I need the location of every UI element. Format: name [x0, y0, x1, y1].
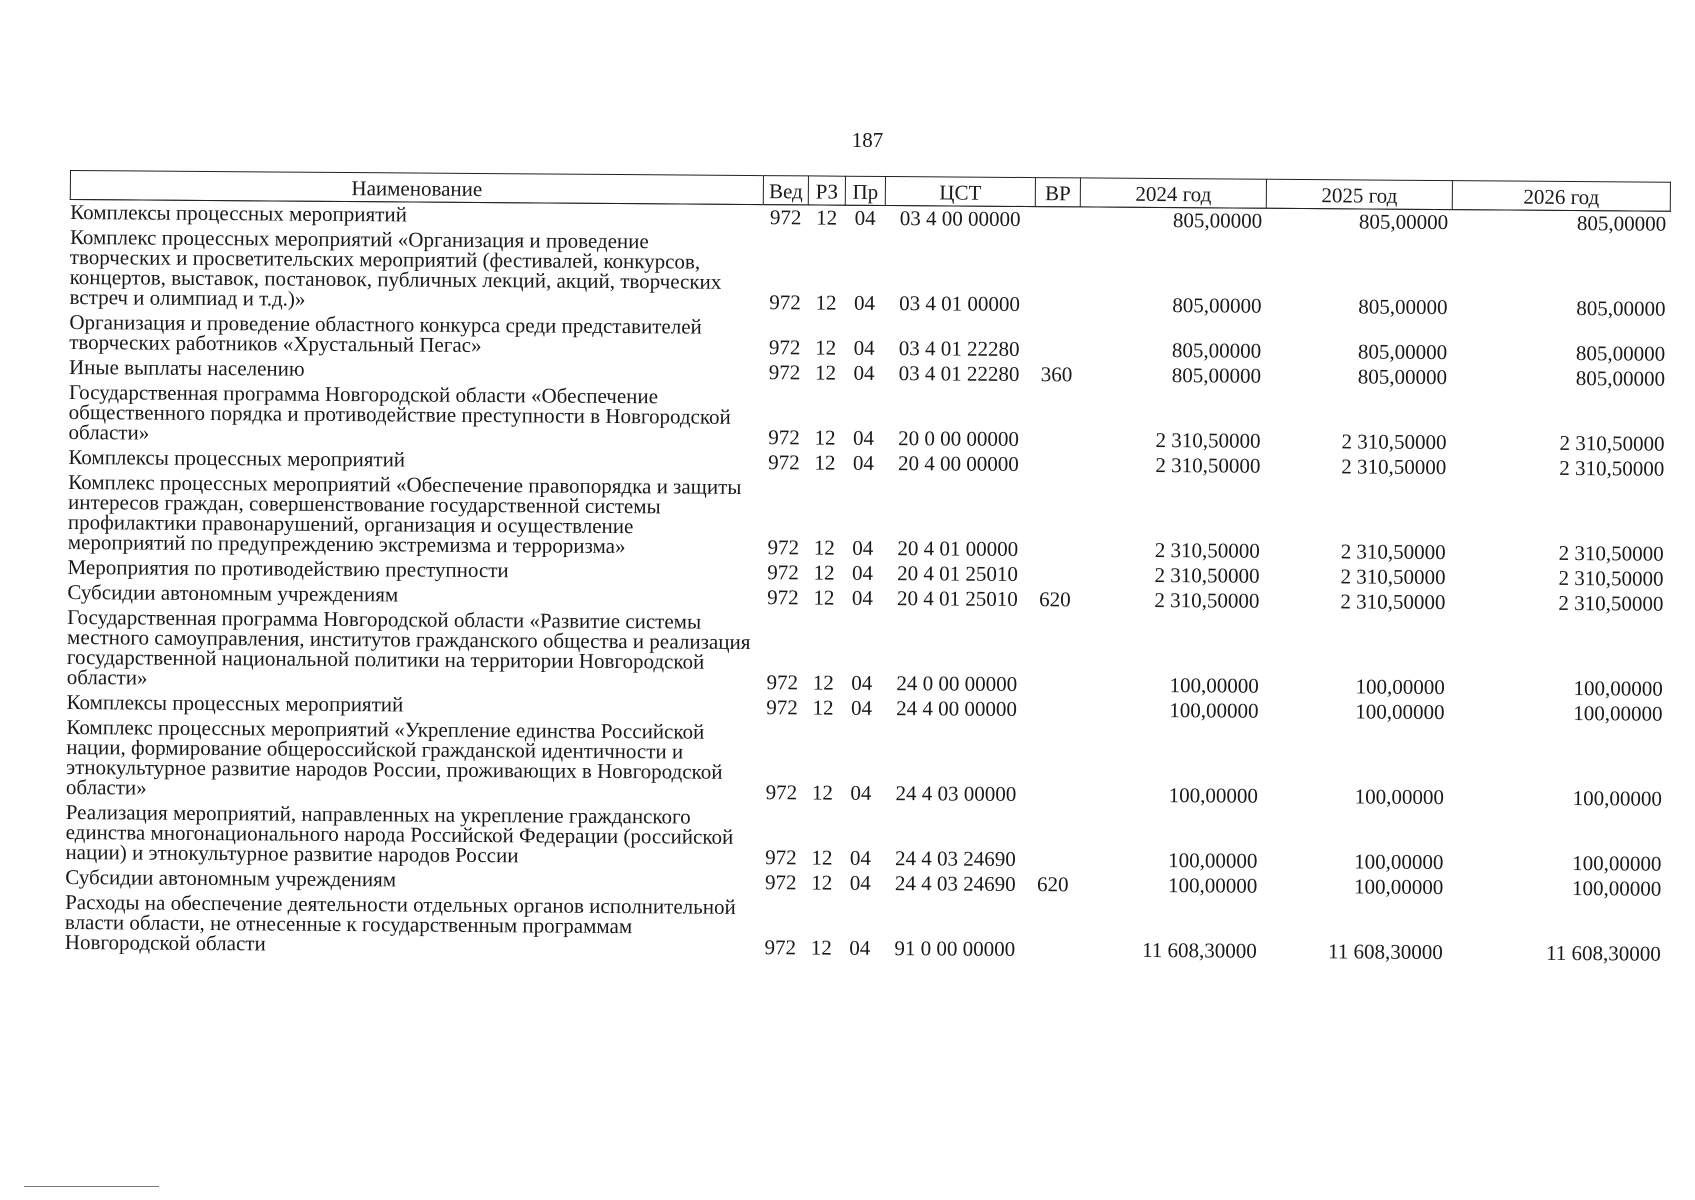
header-name: Наименование: [70, 171, 763, 205]
header-2025: 2025 год: [1266, 179, 1452, 209]
budget-sheet: [64, 170, 1670, 967]
table-row: [67, 605, 1668, 702]
row-pr: 04: [853, 335, 875, 360]
row-vr: [1033, 387, 1078, 452]
row-cst: 03 4 00 00000: [899, 206, 1021, 231]
row-2026: 2 310,50000: [1558, 565, 1664, 591]
row-name: Комплекс процессных мероприятий «Организация и проведение творческих и просветительских мероприятий (фестивалей, конкурсов, концертов, выставок, постановок, публичных лекций, акций, творческих встреч и олимпиад и т.д.)»: [69, 225, 722, 311]
row-pr: 04: [853, 360, 875, 385]
row-2026: 2 310,50000: [1559, 455, 1665, 481]
row-2025: 100,00000: [1355, 674, 1445, 700]
row-vr: [1033, 477, 1079, 562]
row-2026: 805,00000: [1575, 366, 1666, 391]
row-2025: 11 608,30000: [1327, 939, 1443, 965]
row-name: Реализация мероприятий, направленных на укрепление гражданского единства многонационального народа Российской Федерации (российской нации) и этнокультурное развитие народов России: [65, 799, 734, 868]
row-name: Мероприятия по противодействию преступности: [67, 554, 509, 583]
row-rz: 12: [812, 670, 834, 695]
row-pr: 04: [849, 935, 871, 960]
table-row: [66, 715, 1667, 812]
row-rz: 12: [815, 335, 837, 360]
row-ved: 972: [768, 335, 801, 360]
table-body: [65, 200, 1670, 967]
row-name: Комплекс процессных мероприятий «Обеспечение правопорядка и защиты интересов граждан, совершенствование государственной системы профилактики правонарушений, организация и осуществление мероприятий по предупреждению экстремизма и терроризма»: [67, 469, 742, 559]
row-cst: 20 4 00 00000: [897, 451, 1019, 476]
table-row: [65, 800, 1665, 877]
row-2024: 100,00000: [1169, 698, 1259, 723]
row-ved: 972: [768, 425, 800, 450]
row-name: Комплекс процессных мероприятий «Укрепление единства Российской нации, формирование общероссийской гражданской идентичности и этнокультурное развитие народов России, проживающих в Новгородской области»: [65, 714, 723, 800]
header-vr: ВР: [1035, 178, 1080, 207]
row-2026: 100,00000: [1573, 701, 1663, 726]
row-2024: 805,00000: [1172, 293, 1262, 318]
row-pr: 04: [849, 870, 871, 895]
row-2024: 11 608,30000: [1141, 937, 1257, 963]
row-name: Комплексы процессных мероприятий: [70, 200, 407, 227]
row-2025: 2 310,50000: [1341, 429, 1447, 455]
row-rz: 12: [811, 845, 833, 870]
row-vr: [1030, 897, 1075, 962]
header-ved: Вед: [763, 176, 808, 205]
row-cst: 91 0 00 00000: [894, 936, 1016, 961]
row-cst: 24 4 03 24690: [895, 846, 1016, 871]
row-rz: 12: [813, 585, 835, 610]
row-vr: [1033, 452, 1078, 477]
row-cst: 20 0 00 00000: [898, 426, 1020, 451]
row-cst: 24 4 03 24690: [894, 871, 1016, 896]
row-rz: 12: [812, 695, 834, 720]
row-2025: 2 310,50000: [1340, 564, 1446, 590]
header-2024: 2024 год: [1080, 178, 1266, 208]
row-pr: 04: [850, 695, 873, 720]
row-2026: 11 608,30000: [1545, 940, 1661, 966]
row-2025: 100,00000: [1355, 699, 1445, 725]
row-2025: 805,00000: [1357, 364, 1448, 390]
row-2026: 2 310,50000: [1559, 430, 1665, 456]
row-vr: 620: [1036, 872, 1069, 897]
row-2026: 2 310,50000: [1558, 540, 1664, 566]
row-pr: 04: [851, 585, 873, 610]
row-2025: 2 310,50000: [1341, 454, 1447, 480]
row-pr: 04: [852, 425, 875, 450]
row-2026: 2 310,50000: [1558, 590, 1664, 616]
row-2026: 805,00000: [1575, 341, 1666, 366]
row-2025: 2 310,50000: [1340, 589, 1446, 615]
row-cst: 03 4 01 22280: [898, 361, 1020, 386]
row-2026: 100,00000: [1573, 676, 1663, 701]
row-rz: 12: [815, 290, 837, 315]
row-name: Комплексы процессных мероприятий: [68, 444, 406, 472]
row-vr: 360: [1040, 362, 1073, 387]
row-2024: 100,00000: [1169, 673, 1259, 698]
row-rz: 12: [813, 560, 835, 585]
row-vr: [1031, 722, 1077, 807]
row-2026: 100,00000: [1571, 876, 1662, 901]
row-ved: 972: [768, 450, 800, 475]
page-number: 187: [851, 128, 884, 152]
row-2025: 100,00000: [1354, 784, 1445, 810]
row-2025: 100,00000: [1354, 849, 1444, 875]
row-pr: 04: [852, 450, 874, 475]
row-2024: 2 310,50000: [1154, 587, 1260, 613]
row-name: Иные выплаты населению: [68, 354, 305, 381]
row-2024: 805,00000: [1172, 208, 1263, 233]
row-name: Организация и проведение областного конкурса среди представителей творческих работников «Хрустальный Пегас»: [69, 309, 702, 358]
row-name: Субсидии автономным учреждениям: [65, 864, 397, 892]
row-pr: 04: [849, 845, 872, 870]
row-2025: 805,00000: [1358, 294, 1448, 320]
row-pr: 04: [851, 670, 873, 695]
row-name: Государственная программа Новгородской области «Обеспечение общественного порядка и противодействие преступности в Новгородской области»: [68, 379, 731, 445]
row-rz: 12: [814, 360, 837, 385]
row-pr: 04: [851, 560, 874, 585]
row-ved: 972: [764, 870, 797, 895]
header-cst: ЦСТ: [885, 176, 1035, 206]
row-ved: 972: [767, 560, 799, 585]
row-vr: 620: [1039, 587, 1071, 612]
row-pr: 04: [850, 780, 872, 805]
row-cst: 20 4 01 25010: [896, 586, 1018, 611]
header-pr: Пр: [845, 176, 885, 205]
row-ved: 972: [767, 535, 800, 560]
row-rz: 12: [816, 205, 838, 230]
row-2025: 805,00000: [1358, 209, 1449, 235]
row-2024: 100,00000: [1168, 783, 1259, 808]
row-2025: 805,00000: [1357, 339, 1448, 365]
row-name: Расходы на обеспечение деятельности отдельных органов исполнительной власти области, не отнесенные к государственным программам Новгородской области: [64, 889, 736, 956]
row-rz: 12: [810, 935, 832, 960]
row-ved: 972: [768, 360, 801, 385]
row-pr: 04: [852, 535, 874, 560]
row-vr: [1035, 207, 1080, 233]
row-ved: 972: [766, 670, 799, 695]
row-cst: 03 4 01 00000: [899, 291, 1021, 316]
row-2024: 2 310,50000: [1155, 427, 1261, 453]
scan-artifact-line: [24, 1186, 159, 1187]
row-rz: 12: [814, 425, 836, 450]
row-2024: 2 310,50000: [1155, 452, 1261, 478]
row-rz: 12: [811, 780, 834, 805]
row-name: Государственная программа Новгородской области «Развитие системы местного самоуправления, институтов гражданского общества и реализация государственной национальной политики на территории Новгородской области»: [66, 604, 751, 690]
row-ved: 972: [769, 290, 801, 315]
row-rz: 12: [813, 535, 835, 560]
row-2024: 100,00000: [1167, 873, 1258, 898]
row-pr: 04: [854, 205, 876, 230]
row-2024: 805,00000: [1171, 363, 1262, 388]
row-2026: 100,00000: [1572, 851, 1662, 876]
table-row: [68, 470, 1669, 567]
row-pr: 04: [853, 290, 876, 315]
table-row: [65, 890, 1665, 967]
table-row: [68, 380, 1668, 457]
row-ved: 972: [769, 205, 802, 230]
row-vr: [1031, 697, 1076, 722]
budget-table: [64, 170, 1671, 967]
row-cst: 20 4 01 00000: [897, 536, 1019, 561]
row-vr: [1030, 807, 1075, 872]
row-cst: 24 4 00 00000: [896, 696, 1018, 721]
row-vr: [1034, 232, 1080, 317]
row-rz: 12: [814, 450, 836, 475]
row-ved: 972: [766, 695, 798, 720]
row-2024: 100,00000: [1168, 848, 1258, 873]
row-2025: 100,00000: [1353, 874, 1444, 900]
row-vr: [1032, 612, 1078, 697]
header-2026: 2026 год: [1452, 181, 1670, 212]
row-2024: 2 310,50000: [1154, 562, 1260, 588]
row-2025: 2 310,50000: [1340, 539, 1446, 565]
row-2026: 805,00000: [1576, 211, 1667, 236]
row-cst: 24 4 03 00000: [895, 781, 1017, 806]
table-row: [69, 225, 1670, 322]
row-cst: 20 4 01 25010: [897, 561, 1019, 586]
row-ved: 972: [765, 780, 798, 805]
row-rz: 12: [811, 870, 833, 895]
row-vr: [1032, 562, 1077, 587]
row-2024: 805,00000: [1171, 338, 1262, 363]
row-cst: 24 0 00 00000: [896, 671, 1018, 696]
row-ved: 972: [767, 585, 799, 610]
row-ved: 972: [765, 845, 797, 870]
row-vr: [1034, 317, 1079, 362]
row-2026: 805,00000: [1576, 296, 1666, 321]
row-name: Комплексы процессных мероприятий: [66, 689, 404, 717]
header-rz: РЗ: [808, 176, 845, 205]
row-cst: 03 4 01 22280: [898, 336, 1020, 361]
row-name: Субсидии автономным учреждениям: [67, 579, 399, 607]
row-2026: 100,00000: [1572, 786, 1663, 811]
row-ved: 972: [764, 935, 797, 960]
row-2024: 2 310,50000: [1154, 537, 1260, 563]
